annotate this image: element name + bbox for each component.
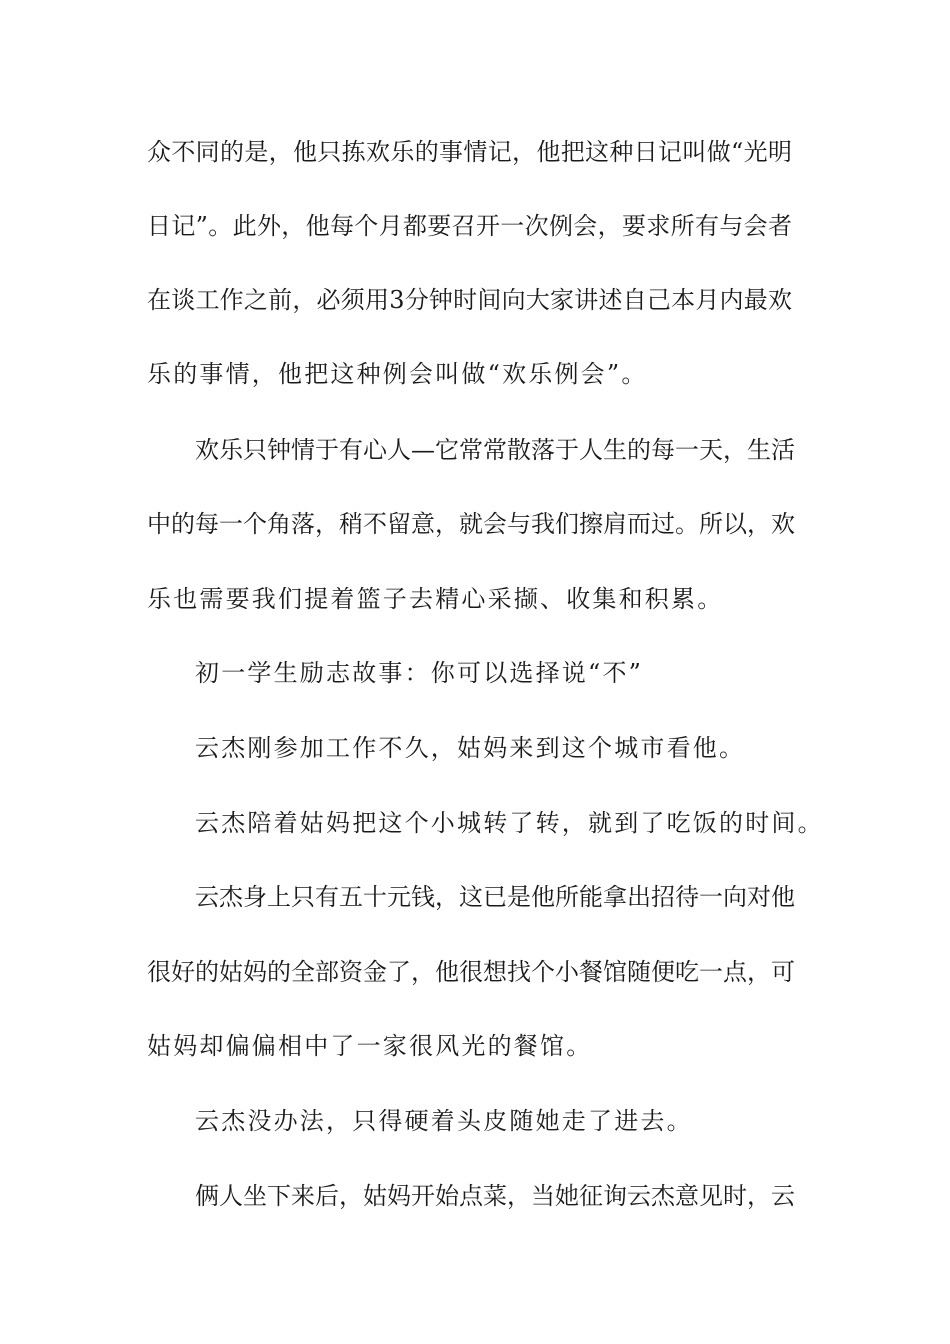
text-line: 俩人坐下来后，姑妈开始点菜，当她征询云杰意见时，云 (195, 1182, 795, 1210)
text-line: 众不同的是，他只拣欢乐的事情记，他把这种日记叫做“光明 (147, 138, 792, 166)
text-line: 云杰陪着姑妈把这个小城转了转，就到了吃饭的时间。 (195, 809, 824, 837)
text-line: 很好的姑妈的全部资金了，他很想找个小餐馆随便吃一点，可 (147, 958, 795, 986)
text-line: 云杰没办法，只得硬着头皮随她走了进去。 (195, 1107, 693, 1135)
text-line: 日记”。此外，他每个月都要召开一次例会，要求所有与会者 (147, 212, 792, 240)
text-line: 云杰刚参加工作不久，姑妈来到这个城市看他。 (195, 734, 746, 762)
text-line: 中的每一个角落，稍不留意，就会与我们擦肩而过。所以，欢 (147, 510, 795, 538)
text-line: 姑妈却偏偏相中了一家很风光的餐馆。 (147, 1032, 593, 1060)
text-line: 在谈工作之前，必须用3分钟时间向大家讲述自己本月内最欢 (147, 286, 792, 314)
text-line: 云杰身上只有五十元钱，这已是他所能拿出招待一向对他 (195, 883, 795, 911)
text-line: 乐的事情，他把这种例会叫做“欢乐例会”。 (147, 360, 648, 388)
text-line: 欢乐只钟情于有心人—它常常散落于人生的每一天，生活 (195, 436, 795, 464)
text-line: 乐也需要我们提着篮子去精心采撷、收集和积累。 (147, 585, 724, 613)
story-heading: 初一学生励志故事：你可以选择说“不” (195, 659, 644, 687)
